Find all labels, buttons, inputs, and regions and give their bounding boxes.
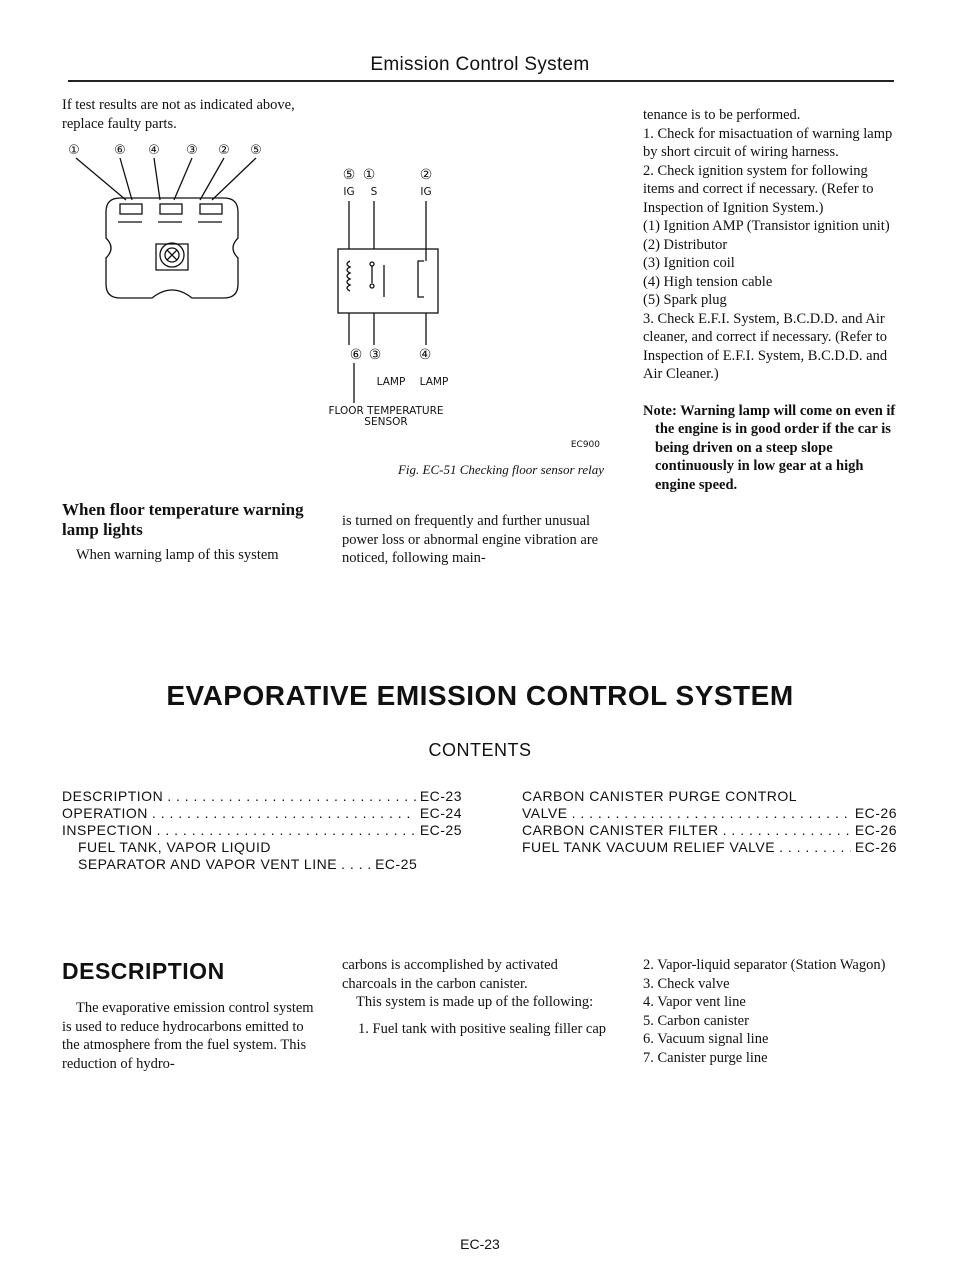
warning-lamp-heading: When floor temperature warning lamp lights xyxy=(62,500,304,539)
intro-paragraph: If test results are not as indicated above, replace faulty parts. xyxy=(62,97,295,132)
toc-page: EC-26 xyxy=(854,822,897,838)
toc-row[interactable] xyxy=(62,788,462,805)
toc-right-first-line: CARBON CANISTER PURGE CONTROL xyxy=(522,788,798,804)
list-item: (3) Ignition coil xyxy=(643,255,735,271)
description-heading: DESCRIPTION xyxy=(62,958,225,984)
relay-connector-figure xyxy=(62,138,330,306)
toc-row[interactable] xyxy=(62,822,462,839)
terminal-1-label: ① xyxy=(362,167,376,183)
terminal-4-label: ④ xyxy=(418,347,432,363)
toc-label: FUEL TANK VACUUM RELIEF VALVE xyxy=(522,839,776,855)
pin-label-1: ① xyxy=(68,143,80,158)
list-item: (1) Ignition AMP (Transistor ignition unit) xyxy=(643,218,890,234)
toc-sub-line1: FUEL TANK, VAPOR LIQUID xyxy=(78,839,272,855)
intro-text xyxy=(62,96,324,133)
middle-paragraph: is turned on frequently and further unusual power loss or abnormal engine vibration are noticed, following main- xyxy=(342,513,599,566)
toc-row[interactable] xyxy=(62,805,462,822)
toc-page: EC-23 xyxy=(419,788,462,804)
relay-circuit-figure xyxy=(300,165,620,465)
page-header-title: Emission Control System xyxy=(370,54,590,75)
toc-label: DESCRIPTION xyxy=(62,788,164,804)
list-item: 1. Fuel tank with positive sealing filler cap xyxy=(358,1020,607,1037)
contents-heading: CONTENTS xyxy=(428,740,532,760)
toc-page: EC-25 xyxy=(375,856,418,872)
pin-label-2: ② xyxy=(218,143,230,158)
toc-page: EC-26 xyxy=(854,805,897,821)
ig-label-right: IG xyxy=(420,186,432,198)
right-column xyxy=(643,106,898,494)
pin-label-4: ④ xyxy=(148,143,160,158)
sensor-label-line1: FLOOR TEMPERATURE xyxy=(328,405,444,417)
list-item: (4) High tension cable xyxy=(643,273,773,290)
list-item: 7. Canister purge line xyxy=(643,1049,768,1066)
toc-page: EC-25 xyxy=(419,822,462,838)
ig-label-left: IG xyxy=(343,186,355,198)
toc-row[interactable] xyxy=(522,822,897,839)
warning-lamp-paragraph: When warning lamp of this system xyxy=(76,547,279,563)
section-title: EVAPORATIVE EMISSION CONTROL SYSTEM xyxy=(166,680,794,711)
list-item: (5) Spark plug xyxy=(643,292,727,308)
terminal-3-label: ③ xyxy=(368,347,382,363)
relay-connector-drawing xyxy=(62,138,330,306)
right-intro: tenance is to be performed. xyxy=(643,107,801,123)
description-mid-paragraph2: This system is made up of the following: xyxy=(356,994,594,1010)
list-item: 2. Vapor-liquid separator (Station Wagon) xyxy=(643,957,886,973)
list-item: 1. Check for misactuation of warning lamp by short circuit of wiring harness. xyxy=(643,125,893,160)
lamp-label-1: LAMP xyxy=(376,376,406,388)
list-item: 4. Vapor vent line xyxy=(643,994,746,1010)
toc-row[interactable] xyxy=(522,805,897,822)
relay-circuit-diagram xyxy=(300,165,620,465)
list-item: 6. Vacuum signal line xyxy=(643,1031,769,1047)
toc-label: OPERATION xyxy=(62,805,148,821)
s-label: S xyxy=(370,186,378,198)
lamp-label-2: LAMP xyxy=(419,376,449,388)
description-mid-paragraph: carbons is accomplished by activated charcoals in the carbon canister. xyxy=(342,957,558,992)
figure-caption: Fig. EC-51 Checking floor sensor relay xyxy=(397,462,604,477)
terminal-5-label: ⑤ xyxy=(342,167,356,183)
list-item: 3. Check E.F.I. System, B.C.D.D. and Air cleaner, and correct if necessary. (Refer to Inspection of E.F.I. System, B.C.D.D. and Air Cleaner.) xyxy=(643,310,888,382)
page-number: EC-23 xyxy=(460,1236,500,1252)
contents-right xyxy=(522,788,897,856)
toc-label: CARBON CANISTER FILTER xyxy=(522,822,719,838)
terminal-2-label: ② xyxy=(419,167,433,183)
list-item: 2. Check ignition system for following items and correct if necessary. (Refer to Inspection of Ignition System.) xyxy=(643,162,874,216)
pin-label-3: ③ xyxy=(186,143,198,158)
warning-note: Note: Warning lamp will come on even if the engine is in good order if the car is being driven on a steep slope continuously in low gear at a high engine speed. xyxy=(643,402,896,493)
warning-lamp-section xyxy=(62,500,324,565)
pin-label-6: ⑥ xyxy=(114,143,126,158)
toc-row[interactable] xyxy=(522,839,897,856)
component-list-mid xyxy=(342,1020,610,1039)
sensor-label-line2: SENSOR xyxy=(364,416,408,428)
toc-label: VALVE xyxy=(522,805,568,821)
description-middle xyxy=(342,956,610,1038)
list-item: (2) Distributor xyxy=(643,236,728,253)
maintenance-steps xyxy=(643,125,898,384)
list-item: 5. Carbon canister xyxy=(643,1012,749,1029)
contents-left xyxy=(62,788,462,873)
list-item: 3. Check valve xyxy=(643,975,730,992)
toc-page: EC-26 xyxy=(854,839,897,855)
terminal-6-label: ⑥ xyxy=(349,347,363,363)
description-right xyxy=(643,956,898,1067)
description-paragraph: The evaporative emission control system is used to reduce hydrocarbons emitted to the atmosphere from the fuel system. This reduction of hydro- xyxy=(62,1000,314,1072)
header-rule xyxy=(68,80,894,82)
toc-row[interactable] xyxy=(62,856,462,873)
toc-label: SEPARATOR AND VAPOR VENT LINE xyxy=(78,856,338,872)
toc-label: INSPECTION xyxy=(62,822,153,838)
component-list-right xyxy=(643,956,898,1067)
toc-page: EC-24 xyxy=(419,805,462,821)
description-section xyxy=(62,958,324,1073)
figure-code: EC900 xyxy=(570,440,600,450)
pin-label-5: ⑤ xyxy=(250,143,262,158)
